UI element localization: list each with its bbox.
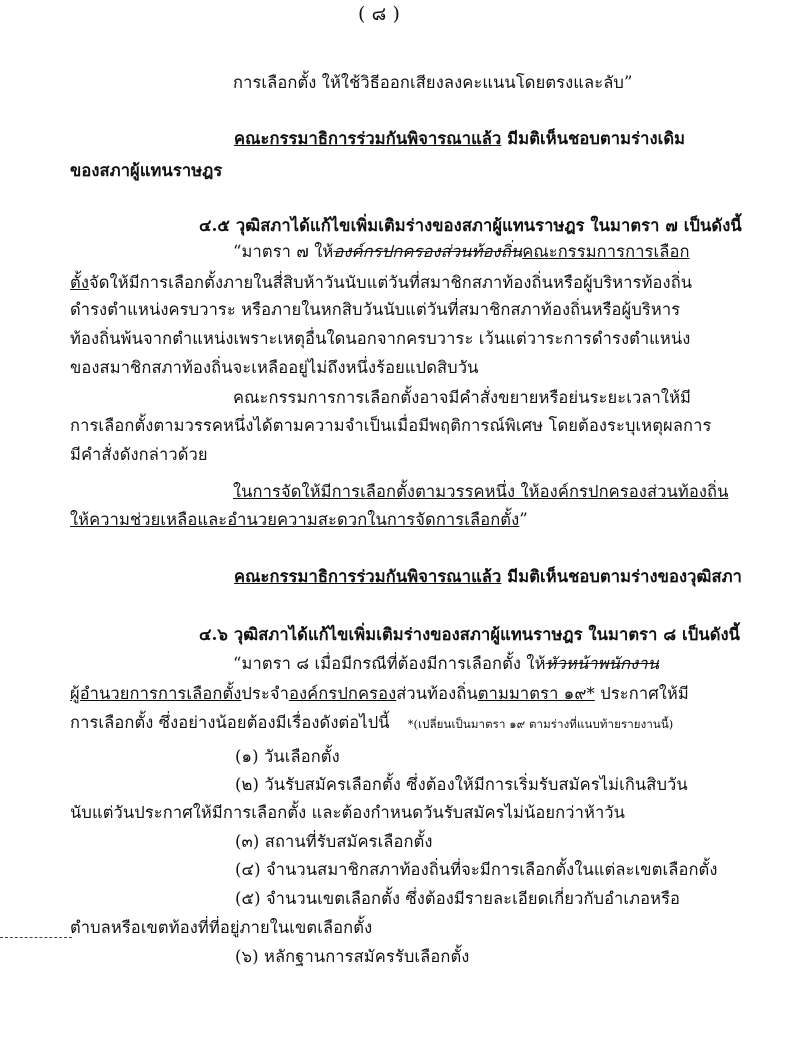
text-line: มีคำสั่งดังกล่าวด้วย — [70, 445, 208, 464]
text-line: การเลือกตั้งตามวรรคหนึ่งได้ตามความจำเป็นเมื่อมีพฤติการณ์พิเศษ โดยต้องระบุเหตุผลการ — [70, 416, 712, 435]
page-number: ( ๘ ) — [358, 3, 401, 25]
text-line — [70, 271, 692, 295]
quote-start: “มาตรา ๗ ให้ — [233, 242, 334, 261]
list-item: (๒) วันรับสมัครเลือกตั้ง ซึ่งต้องให้มีการเริ่มรับสมัครไม่เกินสิบวัน — [235, 775, 688, 794]
inserted-text: ให้ความช่วยเหลือและอำนวยความสะดวกในการจัดการเลือกตั้ง — [70, 510, 520, 529]
text-line — [70, 508, 528, 532]
inserted-text: ผู้อำนวยการการเลือกตั้ง — [70, 684, 242, 703]
list-item-continuation: นับแต่วันประกาศให้มีการเลือกตั้ง และต้องกำหนดวันรับสมัครไม่น้อยกว่าห้าวัน — [70, 803, 626, 822]
text-line: ท้องถิ่นพ้นจากตำแหน่งเพราะเหตุอื่นใดนอกจากครบวาระ เว้นแต่วาระการดำรงตำแหน่ง — [70, 329, 691, 348]
quote-start: “มาตรา ๘ เมื่อมีกรณีที่ต้องมีการเลือกตั้ง ให้ — [233, 654, 546, 673]
text-segment: จัดให้มีการเลือกตั้งภายในสี่สิบห้าวันนับแต่วันที่สมาชิกสภาท้องถิ่นหรือผู้บริหารท้องถิ่น — [88, 273, 693, 292]
section-4-5-heading: ๔.๕ วุฒิสภาได้แก้ไขเพิ่มเติมร่างของสภาผู้แทนราษฎร ในมาตรา ๗ เป็นดังนี้ — [199, 216, 742, 235]
text-segment: ประกาศให้มี — [594, 684, 689, 703]
list-item: (๖) หลักฐานการสมัครรับเลือกตั้ง — [235, 947, 470, 966]
text-line: ของสภาผู้แทนราษฎร — [70, 161, 223, 180]
inserted-text: ตั้ง — [70, 273, 89, 292]
quote-end: ” — [519, 510, 528, 529]
scan-mark — [0, 937, 72, 938]
struck-text: หัวหน้าพนักงาน — [545, 654, 659, 673]
text-line: การเลือกตั้ง ให้ใช้วิธีออกเสียงลงคะแนนโดยตรงและลับ” — [233, 73, 633, 92]
text-line: คณะกรรมการการเลือกตั้งอาจมีคำสั่งขยายหรือย่นระยะเวลาให้มี — [233, 388, 692, 407]
text-line: ดำรงตำแหน่งครบวาระ หรือภายในหกสิบวันนับแต่วันที่สมาชิกสภาท้องถิ่นหรือผู้บริหาร — [70, 300, 681, 319]
section-4-6-heading: ๔.๖ วุฒิสภาได้แก้ไขเพิ่มเติมร่างของสภาผู้แทนราษฎร ในมาตรา ๘ เป็นดังนี้ — [199, 625, 741, 644]
text-line — [70, 682, 689, 706]
text-line: ของสมาชิกสภาท้องถิ่นจะเหลืออยู่ไม่ถึงหนึ่งร้อยแปดสิบวัน — [70, 358, 479, 377]
list-item: (๕) จำนวนเขตเลือกตั้ง ซึ่งต้องมีรายละเอียดเกี่ยวกับอำเภอหรือ — [235, 889, 681, 908]
list-item-continuation: ตำบลหรือเขตท้องที่ที่อยู่ภายในเขตเลือกตั้ง — [70, 918, 373, 937]
inserted-paragraph: ในการจัดให้มีการเลือกตั้งตามวรรคหนึ่ง ให้องค์กรปกครองส่วนท้องถิ่น — [233, 482, 729, 501]
section-4-6-quote — [233, 652, 659, 676]
text-line — [70, 711, 673, 736]
committee-label: คณะกรรมาธิการร่วมกันพิจารณาแล้ว — [234, 129, 502, 148]
inserted-text: ตามมาตรา ๑๙* — [477, 684, 595, 703]
committee-resolution-2 — [234, 565, 742, 589]
inserted-text: คณะกรรมการการเลือก — [522, 242, 690, 261]
resolution-text: มีมติเห็นชอบตามร่างเดิม — [501, 129, 686, 148]
list-item: (๓) สถานที่รับสมัครเลือกตั้ง — [235, 832, 433, 851]
text-segment: ส่วนท้องถิ่น — [396, 684, 478, 703]
text-segment: ประจำ — [241, 684, 289, 703]
struck-text: องค์กรปกครองส่วนท้องถิ่น — [333, 242, 523, 261]
committee-label: คณะกรรมาธิการร่วมกันพิจารณาแล้ว — [234, 567, 502, 586]
resolution-text: มีมติเห็นชอบตามร่างของวุฒิสภา — [501, 567, 743, 586]
text-segment: การเลือกตั้ง ซึ่งอย่างน้อยต้องมีเรื่องดังต่อไปนี้ — [70, 713, 390, 732]
list-item: (๔) จำนวนสมาชิกสภาท้องถิ่นที่จะมีการเลือกตั้งในแต่ละเขตเลือกตั้ง — [235, 860, 718, 879]
footnote-text: *(เปลี่ยนเป็นมาตรา ๑๙ ตามร่างที่แนบท้ายรายงานนี้) — [407, 717, 674, 731]
inserted-text: องค์กรปกครอง — [288, 684, 397, 703]
list-item: (๑) วันเลือกตั้ง — [235, 747, 340, 766]
committee-resolution-1 — [234, 127, 685, 151]
section-4-5-quote — [233, 240, 690, 264]
